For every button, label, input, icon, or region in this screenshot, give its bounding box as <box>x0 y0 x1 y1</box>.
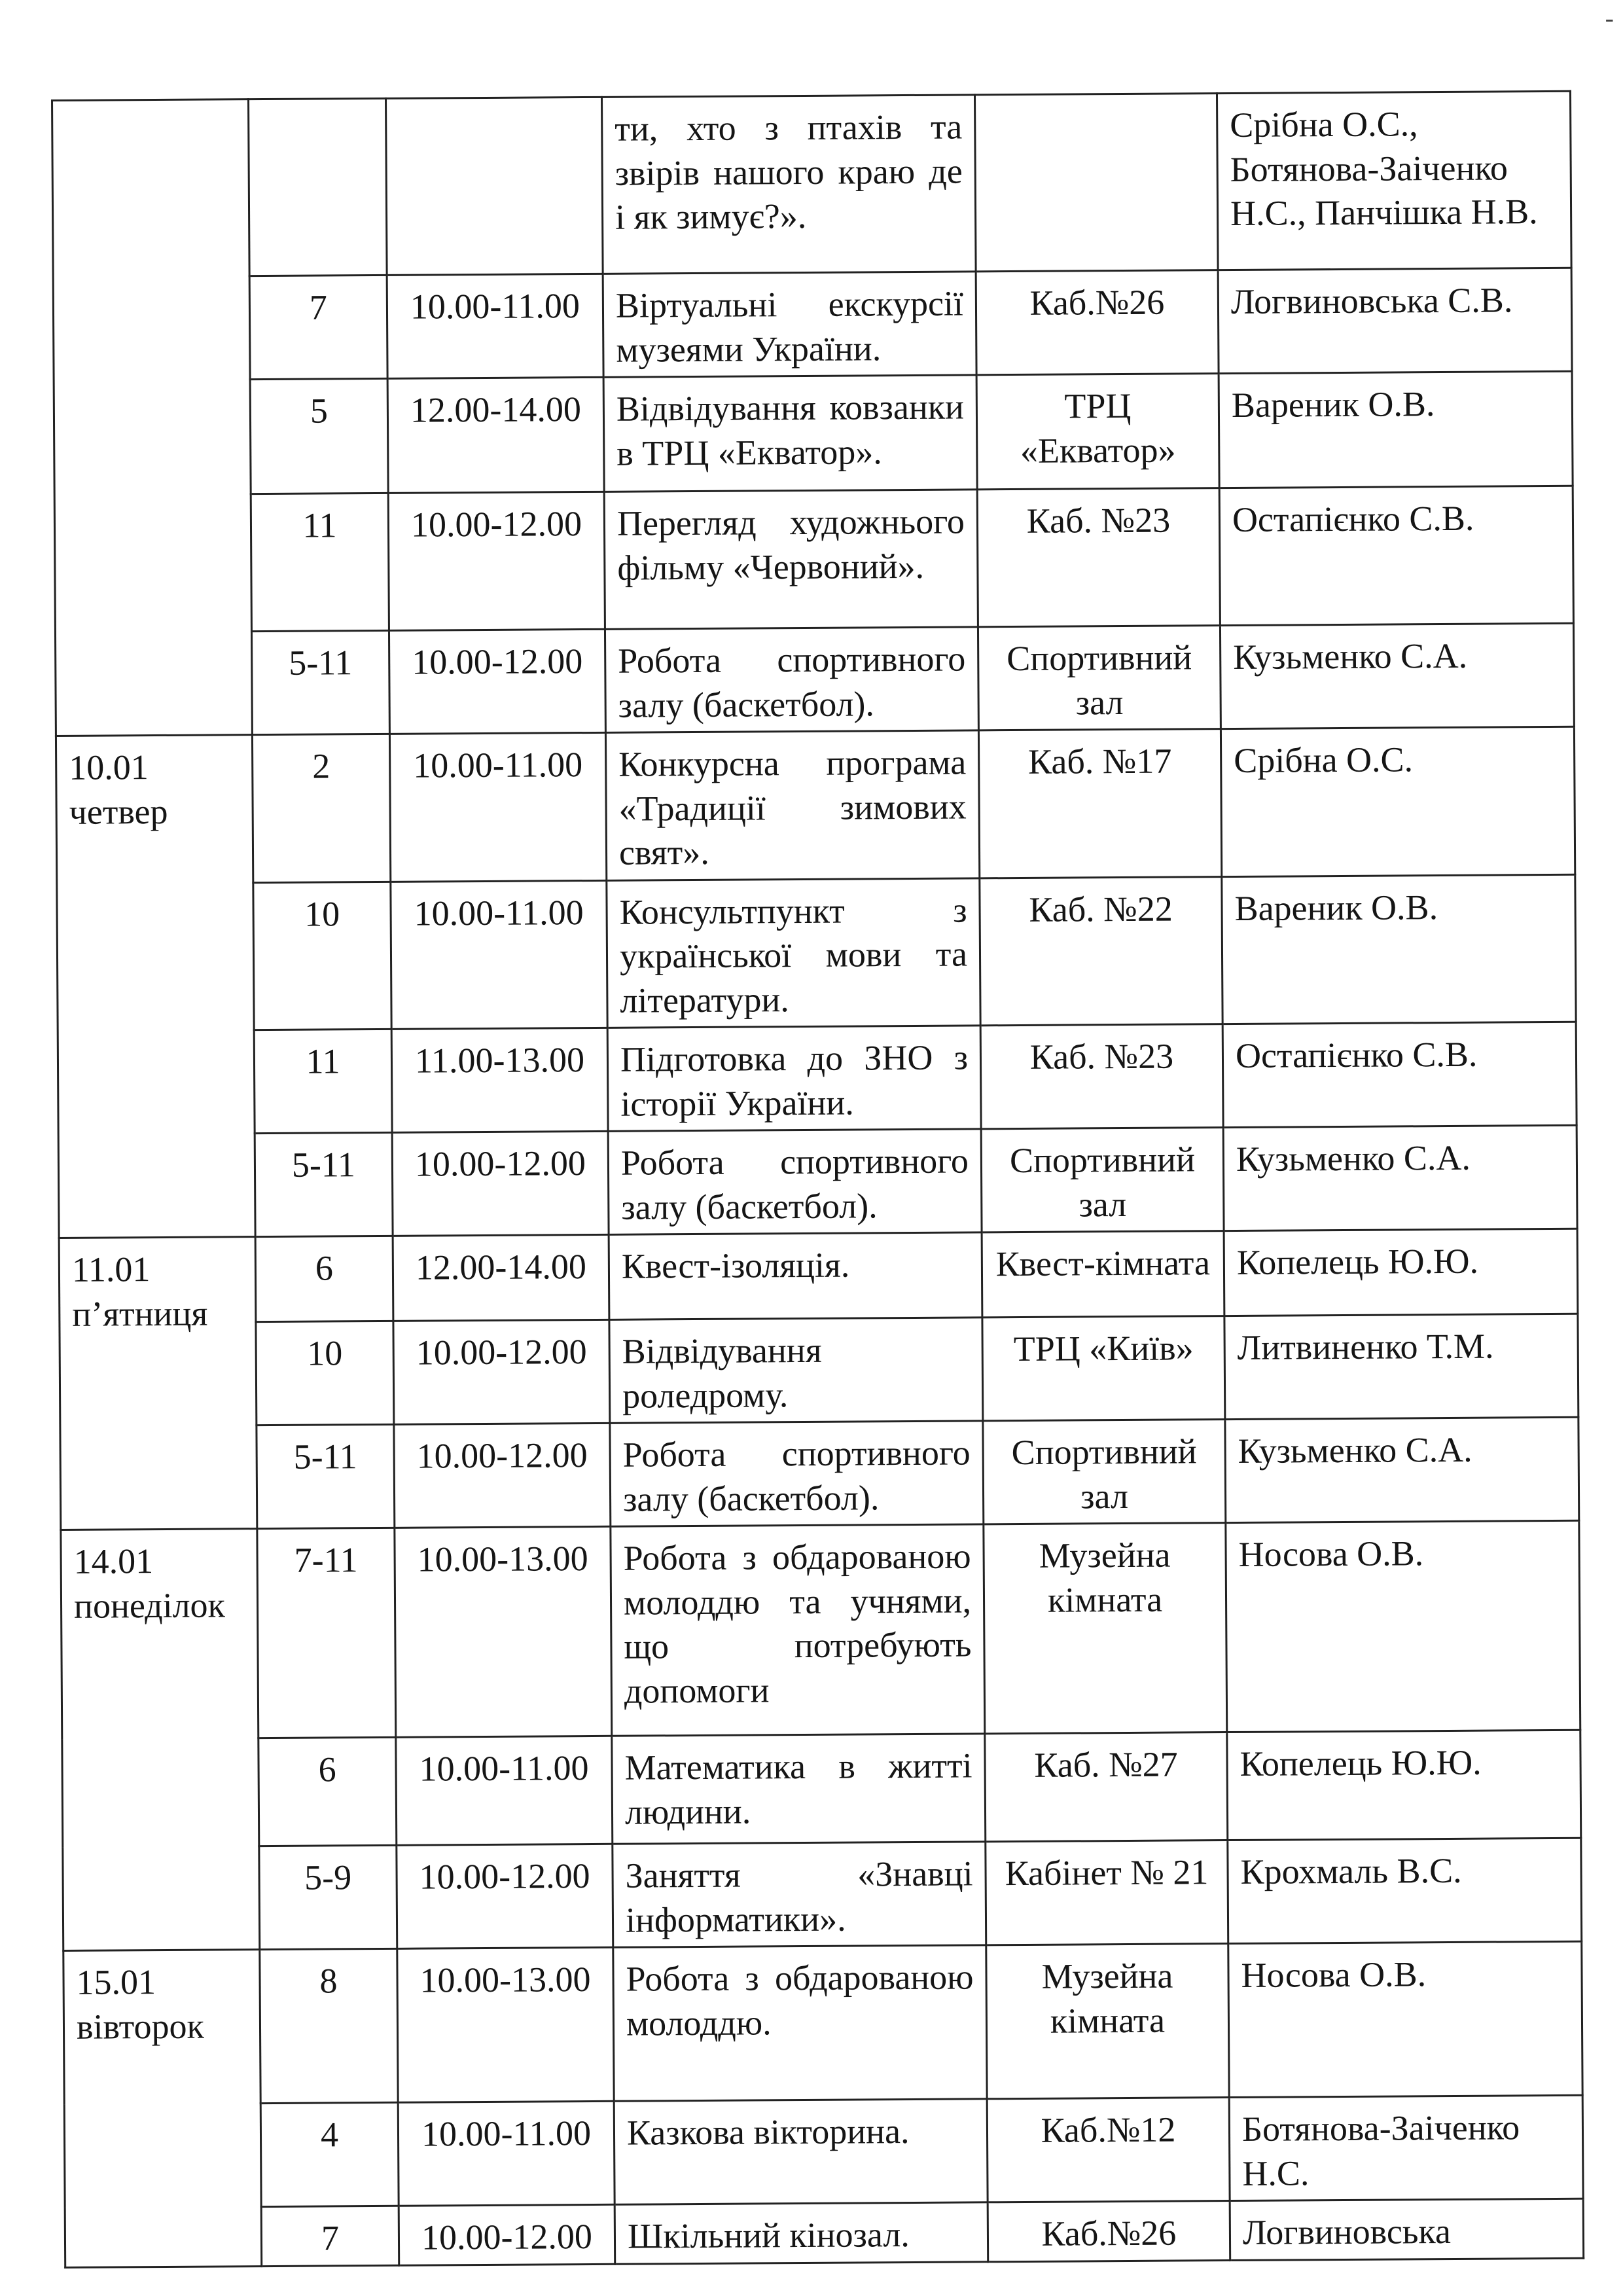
responsible-cell: Срібна О.С. <box>1221 726 1575 876</box>
date-cell <box>59 1237 257 1530</box>
table-row <box>59 1229 1578 1323</box>
place-cell: Каб. №17 <box>978 729 1221 878</box>
time-cell: 10.00-12.00 <box>388 492 605 630</box>
grade-cell: 4 <box>260 2102 399 2206</box>
date-label: 11.01 <box>71 1249 151 1289</box>
time-cell: 10.00-12.00 <box>399 2204 615 2265</box>
time-cell: 10.00-11.00 <box>387 274 603 378</box>
place-cell: Каб. №23 <box>977 488 1220 627</box>
time-cell <box>385 97 603 275</box>
time-cell: 10.00-11.00 <box>398 2101 615 2206</box>
responsible-cell: Кузьменко С.А. <box>1225 1417 1579 1522</box>
activity-cell: Заняття «Знавці інформатики». <box>613 1842 986 1947</box>
schedule-table <box>51 90 1584 2269</box>
responsible-cell: Литвиненко Т.М. <box>1224 1314 1578 1419</box>
date-cell <box>63 1950 262 2267</box>
grade-cell: 10 <box>253 882 391 1030</box>
time-cell: 10.00-12.00 <box>393 1319 610 1424</box>
grade-cell: 5-9 <box>259 1845 397 1949</box>
responsible-cell: Логвиновська <box>1230 2198 1584 2260</box>
time-cell: 10.00-11.00 <box>391 880 607 1030</box>
weekday-label: вівторок <box>76 2006 204 2047</box>
place-cell: Каб.№26 <box>976 270 1219 375</box>
corner-mark: - <box>1605 3 1614 33</box>
place-cell: Каб. №23 <box>980 1024 1223 1129</box>
grade-cell: 6 <box>259 1737 397 1846</box>
activity-cell: Підготовка до ЗНО з історії України. <box>607 1026 981 1131</box>
time-cell: 11.00-13.00 <box>391 1028 608 1132</box>
responsible-cell: Крохмаль В.С. <box>1228 1838 1582 1943</box>
time-cell: 10.00-13.00 <box>395 1526 612 1737</box>
time-cell: 10.00-11.00 <box>396 1736 613 1845</box>
grade-cell: 11 <box>254 1029 392 1133</box>
schedule-body <box>52 91 1584 2267</box>
activity-cell: Робота з обдарованою молоддю та учнями, що потребують допомоги <box>611 1524 985 1736</box>
responsible-cell: Срібна О.С., Ботянова-Заіченко Н.С., Панчішка Н.В. <box>1217 91 1571 270</box>
activity-cell: Казкова вікторина. <box>614 2099 988 2204</box>
responsible-cell: Вареник О.В. <box>1219 371 1573 488</box>
grade-cell: 10 <box>256 1321 394 1425</box>
activity-cell: Перегляд художнього фільму «Червоний». <box>604 490 978 629</box>
activity-cell: Робота спортивного залу (баскетбол). <box>608 1129 982 1234</box>
time-cell: 10.00-11.00 <box>389 732 606 882</box>
place-cell: ТРЦ «Київ» <box>982 1316 1225 1421</box>
responsible-cell: Копелець Ю.Ю. <box>1227 1730 1581 1840</box>
responsible-cell: Ботянова-Заіченко Н.С. <box>1229 2095 1583 2200</box>
place-cell: Музейна кімната <box>986 1944 1229 2099</box>
table-row <box>58 1022 1577 1134</box>
table-row <box>55 623 1574 736</box>
responsible-cell: Логвиновська С.В. <box>1218 268 1572 373</box>
grade-cell: 7 <box>261 2206 399 2266</box>
responsible-cell: Остапієнко С.В. <box>1222 1022 1577 1127</box>
date-cell <box>56 735 255 1238</box>
responsible-cell: Носова О.В. <box>1228 1941 1582 2097</box>
grade-cell: 2 <box>252 734 390 882</box>
place-cell: Кабінет № 21 <box>986 1840 1228 1945</box>
time-cell: 10.00-12.00 <box>397 1844 613 1948</box>
table-row <box>60 1417 1579 1530</box>
time-cell: 12.00-14.00 <box>393 1234 609 1321</box>
grade-cell: 7-11 <box>257 1528 396 1738</box>
place-cell: Каб.№26 <box>988 2201 1230 2262</box>
activity-cell: Робота спортивного залу (баскетбол). <box>605 627 978 732</box>
grade-cell: 5-11 <box>251 630 389 734</box>
date-label <box>65 109 236 111</box>
table-row <box>52 91 1572 277</box>
time-cell: 12.00-14.00 <box>387 377 604 493</box>
table-row <box>58 1125 1577 1238</box>
time-cell: 10.00-12.00 <box>394 1423 611 1528</box>
weekday-label: четвер <box>69 791 168 832</box>
place-cell: Каб.№12 <box>987 2098 1230 2202</box>
activity-cell: Конкурсна програма «Традиції зимових свят». <box>605 730 979 880</box>
table-row <box>54 486 1573 632</box>
table-row <box>54 371 1573 495</box>
responsible-cell: Кузьменко С.А. <box>1220 623 1574 728</box>
weekday-label <box>65 109 236 111</box>
table-row <box>61 1520 1580 1739</box>
table-row <box>64 2095 1583 2208</box>
place-cell: Спортивний зал <box>981 1128 1224 1232</box>
place-cell: Музейна кімната <box>984 1523 1227 1734</box>
activity-cell: Віртуальні екскурсії музеями України. <box>603 272 976 377</box>
grade-cell: 11 <box>251 493 389 631</box>
grade-cell: 5 <box>250 378 388 493</box>
table-row <box>57 874 1576 1031</box>
responsible-cell: Носова О.В. <box>1226 1520 1580 1732</box>
responsible-cell: Вареник О.В. <box>1222 874 1576 1024</box>
place-cell: Спортивний зал <box>978 626 1221 730</box>
activity-cell: Відвідування роледрому. <box>609 1318 983 1423</box>
responsible-cell: Кузьменко С.А. <box>1223 1125 1577 1230</box>
grade-cell: 7 <box>249 275 387 379</box>
time-cell: 10.00-12.00 <box>392 1131 609 1236</box>
activity-cell: ти, хто з птахів та звірів нашого краю де і як зимує?». <box>601 95 976 274</box>
activity-cell: Робота з обдарованою молоддю. <box>613 1945 987 2101</box>
place-cell: Квест-кімната <box>982 1231 1224 1318</box>
table-row <box>60 1314 1578 1426</box>
date-cell <box>61 1529 260 1951</box>
table-row <box>65 2198 1584 2267</box>
activity-cell: Квест-ізоляція. <box>609 1232 982 1319</box>
table-row <box>63 1941 1582 2104</box>
time-cell: 10.00-12.00 <box>389 629 605 734</box>
table-row <box>53 268 1572 380</box>
grade-cell: 6 <box>255 1236 393 1321</box>
table-row <box>56 726 1575 884</box>
weekday-label: понеділок <box>73 1585 225 1626</box>
responsible-cell: Остапієнко С.В. <box>1219 486 1573 625</box>
grade-cell <box>249 98 387 276</box>
grade-cell: 8 <box>260 1948 398 2103</box>
date-label: 10.01 <box>69 747 149 787</box>
activity-cell: Консультпункт з української мови та літератури. <box>607 878 980 1028</box>
place-cell <box>974 94 1218 272</box>
place-cell: Каб. №27 <box>985 1732 1228 1842</box>
table-row <box>63 1838 1582 1950</box>
responsible-cell: Копелець Ю.Ю. <box>1224 1229 1578 1316</box>
activity-cell: Відвідування ковзанки в ТРЦ «Екватор». <box>603 375 977 492</box>
date-label: 14.01 <box>73 1541 154 1581</box>
grade-cell: 5-11 <box>257 1424 395 1528</box>
grade-cell: 5-11 <box>255 1132 393 1236</box>
activity-cell: Математика в житті людини. <box>612 1734 986 1844</box>
place-cell: ТРЦ «Екватор» <box>976 374 1219 490</box>
weekday-label: п’ятниця <box>72 1293 208 1334</box>
place-cell: Каб. №22 <box>980 876 1222 1026</box>
time-cell: 10.00-13.00 <box>397 1947 614 2102</box>
activity-cell: Робота спортивного залу (баскетбол). <box>610 1421 984 1526</box>
place-cell: Спортивний зал <box>983 1420 1226 1524</box>
date-label: 15.01 <box>76 1962 156 2002</box>
date-cell <box>52 99 253 736</box>
table-row <box>62 1730 1581 1847</box>
activity-cell: Шкільний кінозал. <box>615 2202 988 2264</box>
